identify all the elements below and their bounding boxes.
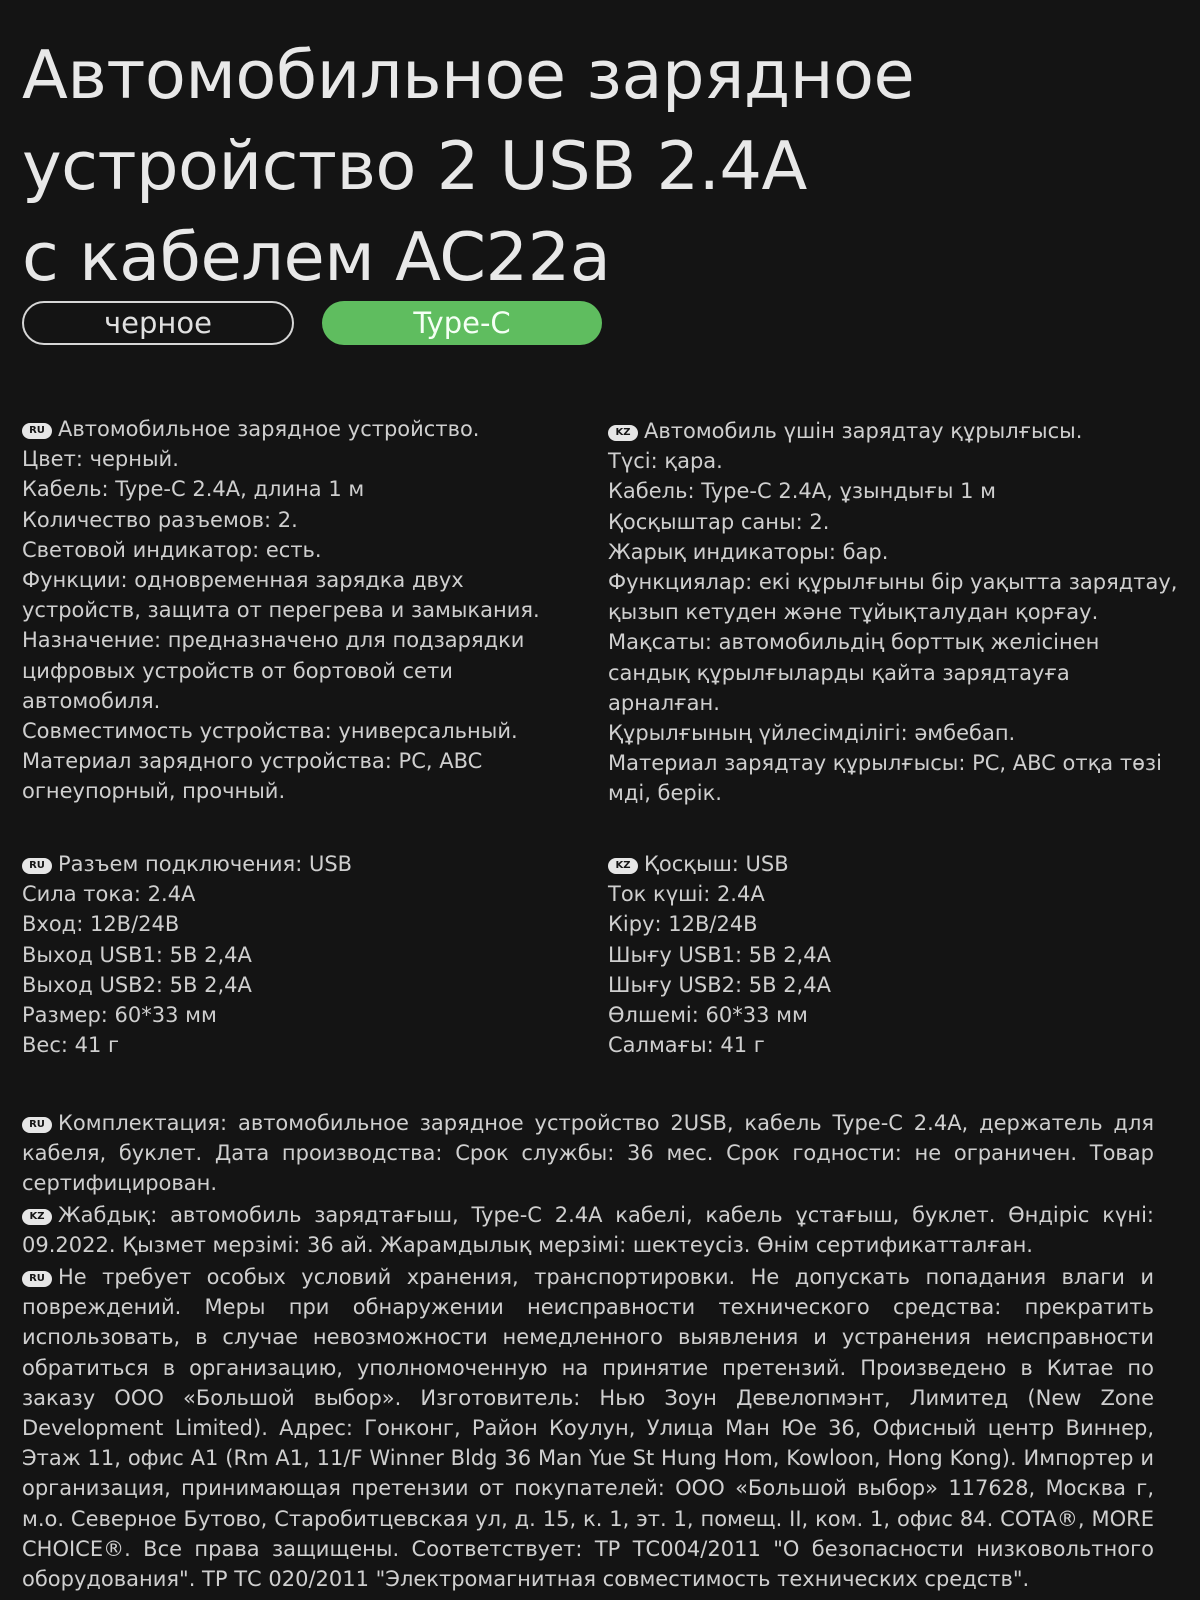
kz-description-line: KZ Автомобиль үшін зарядтау құрылғысы. [608,416,1188,446]
ru-spec-line: RU Разъем подключения: USB [22,849,582,879]
kz-description-line: Қосқыштар саны: 2. [608,509,830,534]
kz-spec-line: Шығу USB2: 5В 2,4А [608,972,831,997]
kz-package-paragraph: KZ Жабдық: автомобиль зарядтағыш, Type-C 2.4A кабелі, кабель ұстағыш, буклет. Өндіріс күні: 09.2022. Қызмет мерзімі: 36 ай. Жарамдылық мерзімі: шектеусіз. Өнім сертификатталған. [22,1203,1154,1258]
ru-description-line: RU Автомобильное зарядное устройство. [22,414,582,444]
kz-description-line: Материал зарядтау құрылғысы: PC, ABC отқа төзі [608,751,1162,776]
product-title [22,30,1102,303]
ru-description-line: автомобиля. [22,688,161,713]
ru-description-line: Материал зарядного устройства: PC, ABC [22,749,483,774]
kz-description-line: сандық құрылғыларды қайта зарядтауға [608,660,1070,685]
kz-spec-line: Салмағы: 41 г [608,1033,765,1058]
kz-badge-icon: KZ [22,1209,52,1225]
kz-specs [608,849,1188,1060]
ru-badge-icon: RU [22,1117,52,1133]
ru-description-line: Назначение: предназначено для подзарядки [22,628,525,653]
ru-description-line: цифровых устройств от бортовой сети [22,658,453,683]
ru-package-paragraph: RU Комплектация: автомобильное зарядное устройство 2USB, кабель Type-C 2.4A, держатель для кабеля, буклет. Дата производства: Срок службы: 36 мес. Срок годности: не ограничен. Товар сертифицирован. [22,1111,1154,1196]
ru-description-line: Световой индикатор: есть. [22,537,322,562]
ru-badge-icon: RU [22,858,52,874]
title-line-1: Автомобильное зарядное [22,36,915,114]
ru-description-line: Цвет: черный. [22,447,179,472]
ru-legal-paragraph: RU Не требует особых условий хранения, транспортировки. Не допускать попадания влаги и повреждений. Меры при обнаружении неисправности технического средства: прекратить использовать, в случае невозможности немедленного выявления и устранения неисправности обратиться в организацию, уполномоченную на принятие претензий. Произведено в Китае по заказу ООО «Большой выбор». Изготовитель: Нью Зоун Девелопмэнт, Лимитед (New Zone Development Limited). Адрес: Гонконг, Район Коулун, Улица Ман Юе 36, Офисный центр Виннер, Этаж 11, офис А1 (Rm A1, 11/F Winner Bldg 36 Man Yue St Hung Hom, Kowloon, Hong Kong). Импортер и организация, принимающая претензии от покупателей: ООО «Большой выбор» 117628, Москва г, м.о. Северное Бутово, Старобитцевская ул, д. 15, к. 1, эт. 1, помещ. II, ком. 1, офис 84. COTA®, MORE CHOICE®. Все права защищены. Соответствует: ТР ТС004/2011 "О безопасности низковольтного оборудования". ТР ТС 020/2011 "Электромагнитная совместимость технических средств". [22,1265,1154,1592]
kz-description-line: Жарық индикаторы: бар. [608,539,889,564]
kz-description-line: арналған. [608,690,720,715]
kz-description-line: Құрылғының үйлесімділігі: әмбебап. [608,721,1016,746]
kz-spec-line: Шығу USB1: 5В 2,4А [608,942,831,967]
ru-spec-line: Выход USB1: 5В 2,4А [22,942,252,967]
ru-description-line: Совместимость устройства: универсальный. [22,719,518,744]
kz-badge-icon: KZ [608,858,638,874]
ru-description [22,414,582,807]
ru-spec-line: Размер: 60*33 мм [22,1003,217,1028]
kz-description-line: Функциялар: екі құрылғыны бір уақытта зарядтау, [608,570,1178,595]
kz-description [608,416,1188,809]
kz-description-line: Кабель: Type-C 2.4A, ұзындығы 1 м [608,479,996,504]
kz-spec-line: KZ Қосқыш: USB [608,849,1188,879]
kz-spec-line: Өлшемі: 60*33 мм [608,1003,808,1028]
ru-spec-line: Выход USB2: 5В 2,4А [22,972,252,997]
ru-badge-icon: RU [22,1271,52,1287]
ru-spec-line: Вход: 12В/24В [22,912,180,937]
ru-description-line: огнеупорный, прочный. [22,779,286,804]
title-line-2: устройство 2 USB 2.4A [22,127,807,205]
kz-spec-line: Ток күші: 2.4A [608,882,765,907]
kz-description-line: Мақсаты: автомобильдің борттық желісінен [608,630,1100,655]
ru-badge-icon: RU [22,423,52,439]
ru-specs [22,849,582,1060]
connector-tag: Type-C [322,301,602,345]
kz-description-line: Түсі: қара. [608,449,723,474]
ru-description-line: Кабель: Type-C 2.4A, длина 1 м [22,477,365,502]
kz-badge-icon: KZ [608,425,638,441]
ru-spec-line: Сила тока: 2.4A [22,882,196,907]
ru-description-line: устройств, защита от перегрева и замыкания. [22,598,540,623]
kz-spec-line: Кіру: 12В/24В [608,912,758,937]
ru-spec-line: Вес: 41 г [22,1033,120,1058]
ru-description-line: Количество разъемов: 2. [22,507,298,532]
ru-description-line: Функции: одновременная зарядка двух [22,568,464,593]
kz-description-line: мді, берік. [608,781,722,806]
title-line-3: с кабелем AC22a [22,218,611,296]
kz-description-line: қызып кетуден және тұйықталудан қорғау. [608,600,1099,625]
color-tag: черное [22,301,294,345]
